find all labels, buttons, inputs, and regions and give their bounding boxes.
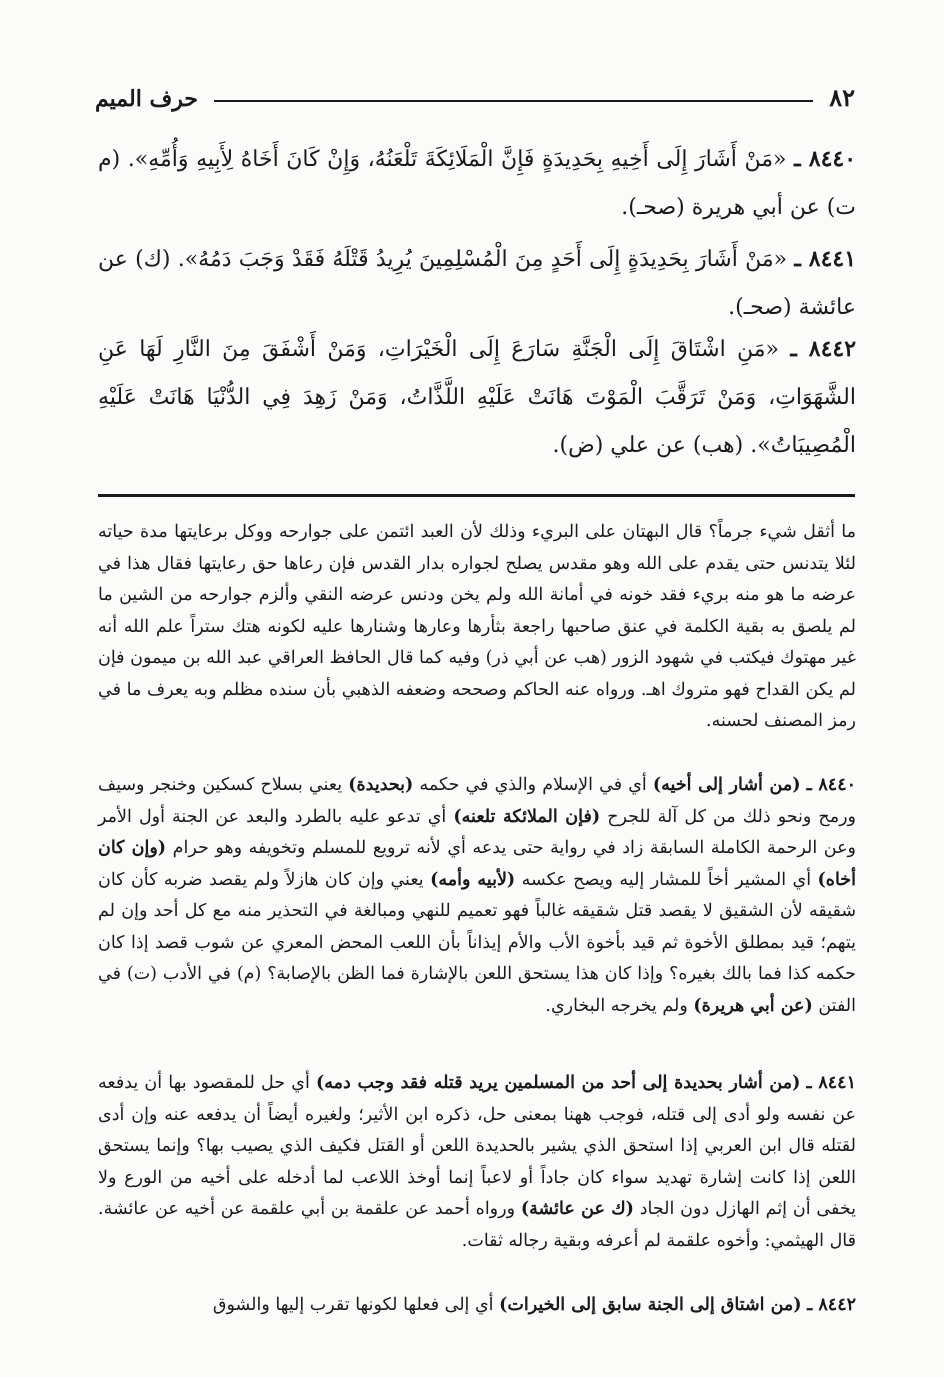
commentary-8441 xyxy=(98,1068,856,1257)
commentary-keyword: (فإن الملائكة تلعنه) xyxy=(453,806,601,827)
commentary-text: يعني بسلاح كسكين وخنجر وسيف ورمح ونحو ذلك من كل آلة للجرح xyxy=(98,775,856,827)
commentary-text: أي تدعو عليه بالطرد والبعد عن الجنة أول الأمر وعن الرحمة الكاملة السابقة زاد في رواية حتى يدعه أي لأنه ترويع للمسلم وتخويفه وهو حرام xyxy=(98,806,856,858)
commentary-text: ورواه أحمد عن علقمة بن أبي علقمة عن أخيه عن عائشة. قال الهيثمي: وأخوه علقمة لم أعرفه وبقية رجاله ثقات. xyxy=(98,1199,856,1251)
commentary-keyword: (ك عن عائشة) xyxy=(520,1199,634,1219)
commentary-text: أي إلى فعلها لكونها تقرب إليها والشوق xyxy=(212,1295,500,1315)
hadith-8441 xyxy=(98,235,856,332)
hadith-text: «مَنْ أَشَارَ بِحَدِيدَةٍ إِلَى أَحَدٍ مِنَ الْمُسْلِمِينَ يُرِيدُ قَتْلَهُ فَقَدْ وَجَبَ دَمُهُ». (ك) عن عائشة (صحـ). xyxy=(98,247,856,320)
commentary-intro: ما أثقل شيء جرماً؟ قال البهتان على البريء وذلك لأن العبد ائتمن على جوارحه ووكل برعايتها مدة حياته لئلا يتدنس حتى يقدم على الله وهو مقدس يصلح لجواره بدار القدس فإن رعاها حق رعايتها فقال هذا في عرضه ما هو منه بريء فقد خونه في أمانة الله ولم يخن ودنس عرضه النقي وألزم جوارحه من الشين ما لم يلصق به بقية الكلمة في عنق صاحبها راجعة بثأرها وعارها وشنارها عليه لكونه هتك ستراً علم الله أنه غير مهتوك فيكتب في شهود الزور (هب عن أبي ذر) وفيه كما قال الحافظ العراقي عبد الله بن ميمون فإن لم يكن القداح فهو متروك اهـ. ورواه عنه الحاكم وصححه وضعفه الذهبي بأن سنده مظلم وبه يعرف ما في رمز المصنف لحسنه. xyxy=(98,522,856,731)
commentary-number: ٨٤٤٠ ـ xyxy=(806,775,857,795)
commentary-text: ولم يخرجه البخاري. xyxy=(545,995,694,1016)
commentary-lead: (من أشار بحديدة إلى أحد من المسلمين يريد قتله فقد وجب دمه) xyxy=(315,1073,801,1093)
commentary-8442 xyxy=(98,1290,856,1322)
footnote-divider xyxy=(98,494,855,497)
hadith-text: «مَنِ اشْتَاقَ إِلَى الْجَنَّةِ سَارَعَ إِلَى الْخَيْرَاتِ، وَمَنْ أَشْفَقَ مِنَ النَّارِ لَهَا عَنِ الشَّهَوَاتِ، وَمَنْ تَرَقَّبَ الْمَوْتَ هَانَتْ عَلَيْهِ اللَّذَّاتُ، وَمَنْ زَهِدَ فِي الدُّنْيَا هَانَتْ عَلَيْهِ الْمُصِيبَاتُ». (هب) عن علي (ض). xyxy=(98,337,856,458)
hadith-8442 xyxy=(98,325,856,470)
page-header xyxy=(95,70,855,110)
commentary-text: يعني وإن كان هازلاً ولم يقصد ضربه كأن كان شقيقه لأن الشقيق لا يقصد قتل شقيقه غالباً فهو تعميم للنهي ومبالغة في التحذير منه مع كل أحد وإن لم يتهم؛ قيد بمطلق الأخوة ثم قيد بأخوة الأب والأم إيذاناً بأن اللعب المحض المعري عن شوب قصد إذا كان حكمه كذا فما بالك بغيره؟ وإذا كان هذا يستحق اللعن بالإشارة فما الظن بالإصابة؟ (م) في الأدب (ت) في الفتن xyxy=(98,869,856,1016)
hadith-text: «مَنْ أَشَارَ إِلَى أَخِيهِ بِحَدِيدَةٍ فَإِنَّ الْمَلَائِكَةَ تَلْعَنُهُ، وَإِنْ كَانَ أَخَاهُ لِأَبِيهِ وَأُمِّهِ». (م ت) عن أبي هريرة (صحـ). xyxy=(98,147,856,220)
commentary-number: ٨٤٤١ ـ xyxy=(806,1073,856,1093)
hadith-8440 xyxy=(98,135,856,232)
commentary-number: ٨٤٤٢ ـ xyxy=(807,1295,856,1315)
page-number: ٨٢ xyxy=(829,83,855,112)
commentary-lead: (من اشتاق إلى الجنة سابق إلى الخيرات) xyxy=(499,1295,802,1315)
hadith-number: ٨٤٤٠ ـ xyxy=(794,146,857,172)
hadith-number: ٨٤٤٢ ـ xyxy=(790,336,857,362)
commentary-text: أي حل للمقصود بها أن يدفعه عن نفسه ولو أدى إلى قتله، فوجب ههنا بمعنى حل، ذكره ابن الأثير؛ ولغيره أيضاً أن يدفعه عنه وإن أدى لقتله قال ابن العربي إذا استحق الذي يشير بالحديدة اللعن أو القتل فكيف الذي يصيب بها؟ وإنما يستحق اللعن إذا كانت إشارة تهديد سواء كان جاداً أو لاعباً إنما أوخذ اللاعب لما أدخله على أخيه من الورع ولا يخفى أن إثم الهازل دون الجاد xyxy=(98,1073,856,1219)
commentary-text: أي المشير أخاً للمشار إليه ويصح عكسه xyxy=(515,869,818,890)
commentary-keyword: (لأبيه وأمه) xyxy=(430,869,516,890)
header-rule xyxy=(214,100,813,102)
commentary-text: أي في الإسلام والذي في حكمه xyxy=(413,775,653,795)
hadith-number: ٨٤٤١ ـ xyxy=(794,246,857,272)
chapter-title: حرف الميم xyxy=(95,86,199,112)
commentary-8440 xyxy=(98,770,856,1022)
commentary-lead: (من أشار إلى أخيه) xyxy=(652,775,801,795)
commentary-keyword: (وإن كان أخاه) xyxy=(98,838,856,890)
commentary-keyword: (بحديدة) xyxy=(348,775,414,795)
commentary-keyword: (عن أبي هريرة) xyxy=(693,995,813,1016)
